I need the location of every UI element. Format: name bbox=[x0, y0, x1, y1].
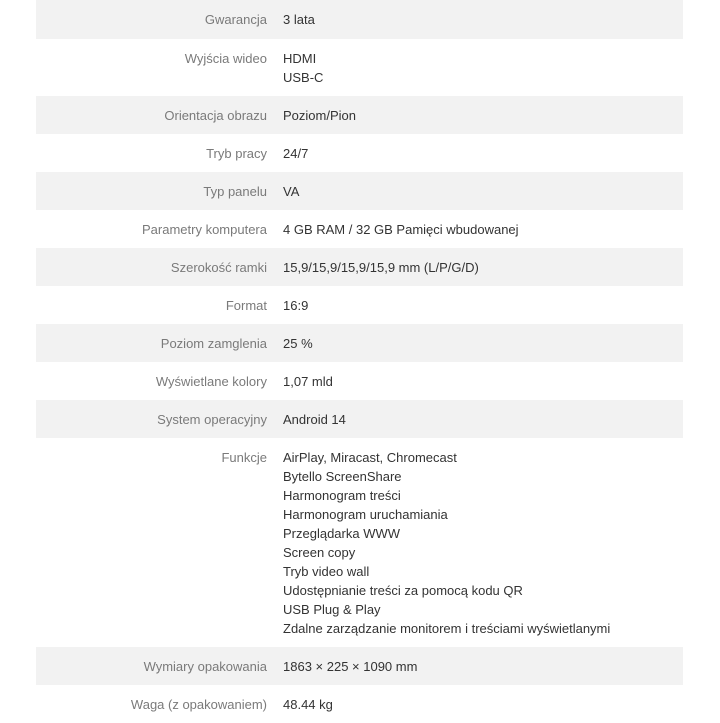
spec-values bbox=[283, 334, 313, 353]
spec-row-gwarancja bbox=[36, 0, 683, 39]
spec-table bbox=[36, 0, 683, 723]
spec-value: 48.44 kg bbox=[283, 697, 333, 712]
spec-value: Zdalne zarządzanie monitorem i treściami wyświetlanymi bbox=[283, 621, 611, 636]
spec-value: Screen copy bbox=[283, 545, 356, 560]
spec-label: Poziom zamglenia bbox=[160, 336, 267, 351]
spec-value: VA bbox=[283, 184, 300, 199]
spec-values bbox=[283, 296, 308, 315]
spec-label: Tryb pracy bbox=[206, 146, 267, 161]
spec-value: 24/7 bbox=[283, 146, 309, 161]
spec-label: Orientacja obrazu bbox=[164, 108, 267, 123]
spec-value: Przeglądarka WWW bbox=[283, 526, 401, 541]
spec-value: Harmonogram uruchamiania bbox=[283, 507, 448, 522]
spec-label: Funkcje bbox=[221, 450, 267, 465]
spec-label: Waga (z opakowaniem) bbox=[130, 697, 267, 712]
spec-label: Szerokość ramki bbox=[170, 260, 267, 275]
spec-label: System operacyjny bbox=[157, 412, 267, 427]
spec-value: Tryb video wall bbox=[283, 564, 370, 579]
spec-label: Parametry komputera bbox=[142, 222, 267, 237]
spec-values bbox=[283, 106, 356, 125]
spec-row-format bbox=[36, 286, 683, 324]
spec-row-poziom-zamglenia bbox=[36, 324, 683, 362]
spec-label: Wymiary opakowania bbox=[143, 659, 267, 674]
spec-values bbox=[283, 144, 308, 163]
spec-value: AirPlay, Miracast, Chromecast bbox=[283, 450, 457, 465]
spec-value: Poziom/Pion bbox=[283, 108, 356, 123]
spec-value: Harmonogram treści bbox=[283, 488, 401, 503]
spec-row-parametry-komputera bbox=[36, 210, 683, 248]
spec-label: Gwarancja bbox=[204, 12, 267, 27]
spec-label: Wyświetlane kolory bbox=[155, 374, 267, 389]
spec-values bbox=[283, 372, 333, 391]
spec-value: Bytello ScreenShare bbox=[283, 469, 402, 484]
spec-values bbox=[283, 258, 479, 277]
spec-label: Typ panelu bbox=[203, 184, 267, 199]
spec-value: USB-C bbox=[283, 70, 324, 85]
spec-value: Udostępnianie treści za pomocą kodu QR bbox=[283, 583, 523, 598]
spec-label: Format bbox=[225, 298, 267, 313]
spec-row-szerokosc-ramki bbox=[36, 248, 683, 286]
spec-row-wyjscia-wideo bbox=[36, 39, 683, 96]
spec-value: USB Plug & Play bbox=[283, 602, 381, 617]
spec-value: 15,9/15,9/15,9/15,9 mm (L/P/G/D) bbox=[283, 260, 479, 275]
spec-row-orientacja-obrazu bbox=[36, 96, 683, 134]
spec-value: 16:9 bbox=[283, 298, 309, 313]
spec-row-typ-panelu bbox=[36, 172, 683, 210]
spec-values bbox=[283, 695, 333, 714]
spec-values bbox=[283, 448, 610, 638]
spec-row-funkcje bbox=[36, 438, 683, 647]
spec-values bbox=[283, 657, 417, 676]
spec-value: 1,07 mld bbox=[283, 374, 333, 389]
spec-values bbox=[283, 220, 519, 239]
spec-row-wyswietlane-kolory bbox=[36, 362, 683, 400]
spec-value: Android 14 bbox=[283, 412, 346, 427]
spec-value: 3 lata bbox=[283, 12, 315, 27]
spec-row-system-operacyjny bbox=[36, 400, 683, 438]
spec-values bbox=[283, 10, 315, 29]
spec-row-tryb-pracy bbox=[36, 134, 683, 172]
spec-row-wymiary-opakowania bbox=[36, 647, 683, 685]
spec-values bbox=[283, 410, 346, 429]
spec-value: 1863 × 225 × 1090 mm bbox=[283, 659, 418, 674]
spec-value: 4 GB RAM / 32 GB Pamięci wbudowanej bbox=[283, 222, 519, 237]
spec-value: 25 % bbox=[283, 336, 313, 351]
spec-label: Wyjścia wideo bbox=[184, 51, 267, 66]
spec-row-waga bbox=[36, 685, 683, 723]
spec-values bbox=[283, 182, 299, 201]
spec-values bbox=[283, 49, 323, 87]
spec-value: HDMI bbox=[283, 51, 317, 66]
